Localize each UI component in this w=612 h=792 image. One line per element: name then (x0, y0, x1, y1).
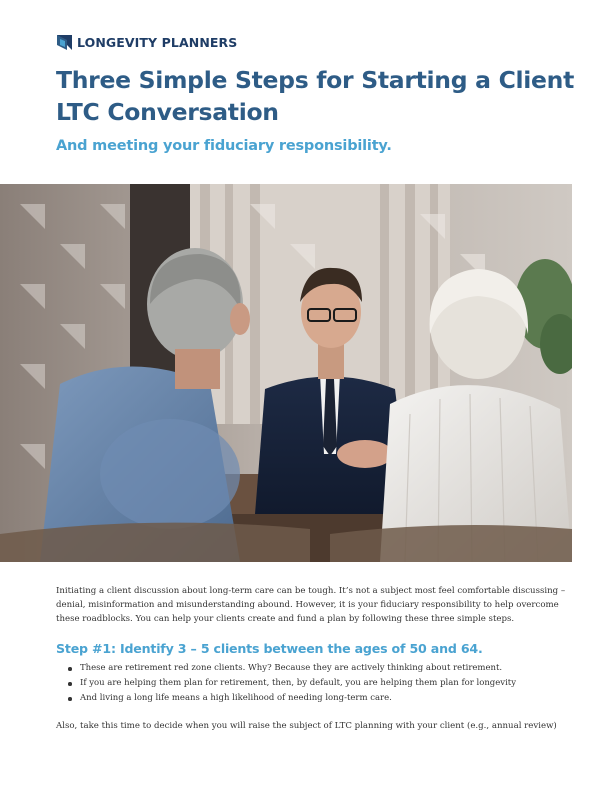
page-subtitle: And meeting your fiduciary responsibility. (56, 138, 392, 154)
step-1-bullet-list (66, 661, 566, 706)
brand-logo (57, 33, 237, 51)
advisor-meeting-illustration (0, 184, 572, 562)
list-item: And living a long life means a high likelihood of needing long-term care. (66, 691, 566, 706)
list-item: These are retirement red zone clients. Why? Because they are actively thinking about retirement. (66, 661, 566, 676)
page-title: Three Simple Steps for Starting a Client LTC Conversation (56, 66, 575, 126)
list-item: If you are helping them plan for retirement, then, by default, you are helping them plan for longevity (66, 676, 566, 691)
intro-paragraph: Initiating a client discussion about long-term care can be tough. It’s not a subject most feel comfortable discussing – denial, misinformation and misunderstanding abound. However, it is your fiduciary responsibility to help overcome these roadblocks. You can help your clients create and fund a plan by following these three simple steps. (56, 586, 566, 624)
hero-photo (0, 184, 572, 562)
closing-paragraph: Also, take this time to decide when you will raise the subject of LTC planning with your client (e.g., annual review) (56, 721, 557, 731)
brand-name: LONGEVITY PLANNERS (77, 34, 238, 50)
step-1-heading: Step #1: Identify 3 – 5 clients between the ages of 50 and 64. (56, 641, 483, 656)
longevity-planners-logo-mark-icon (57, 35, 72, 50)
